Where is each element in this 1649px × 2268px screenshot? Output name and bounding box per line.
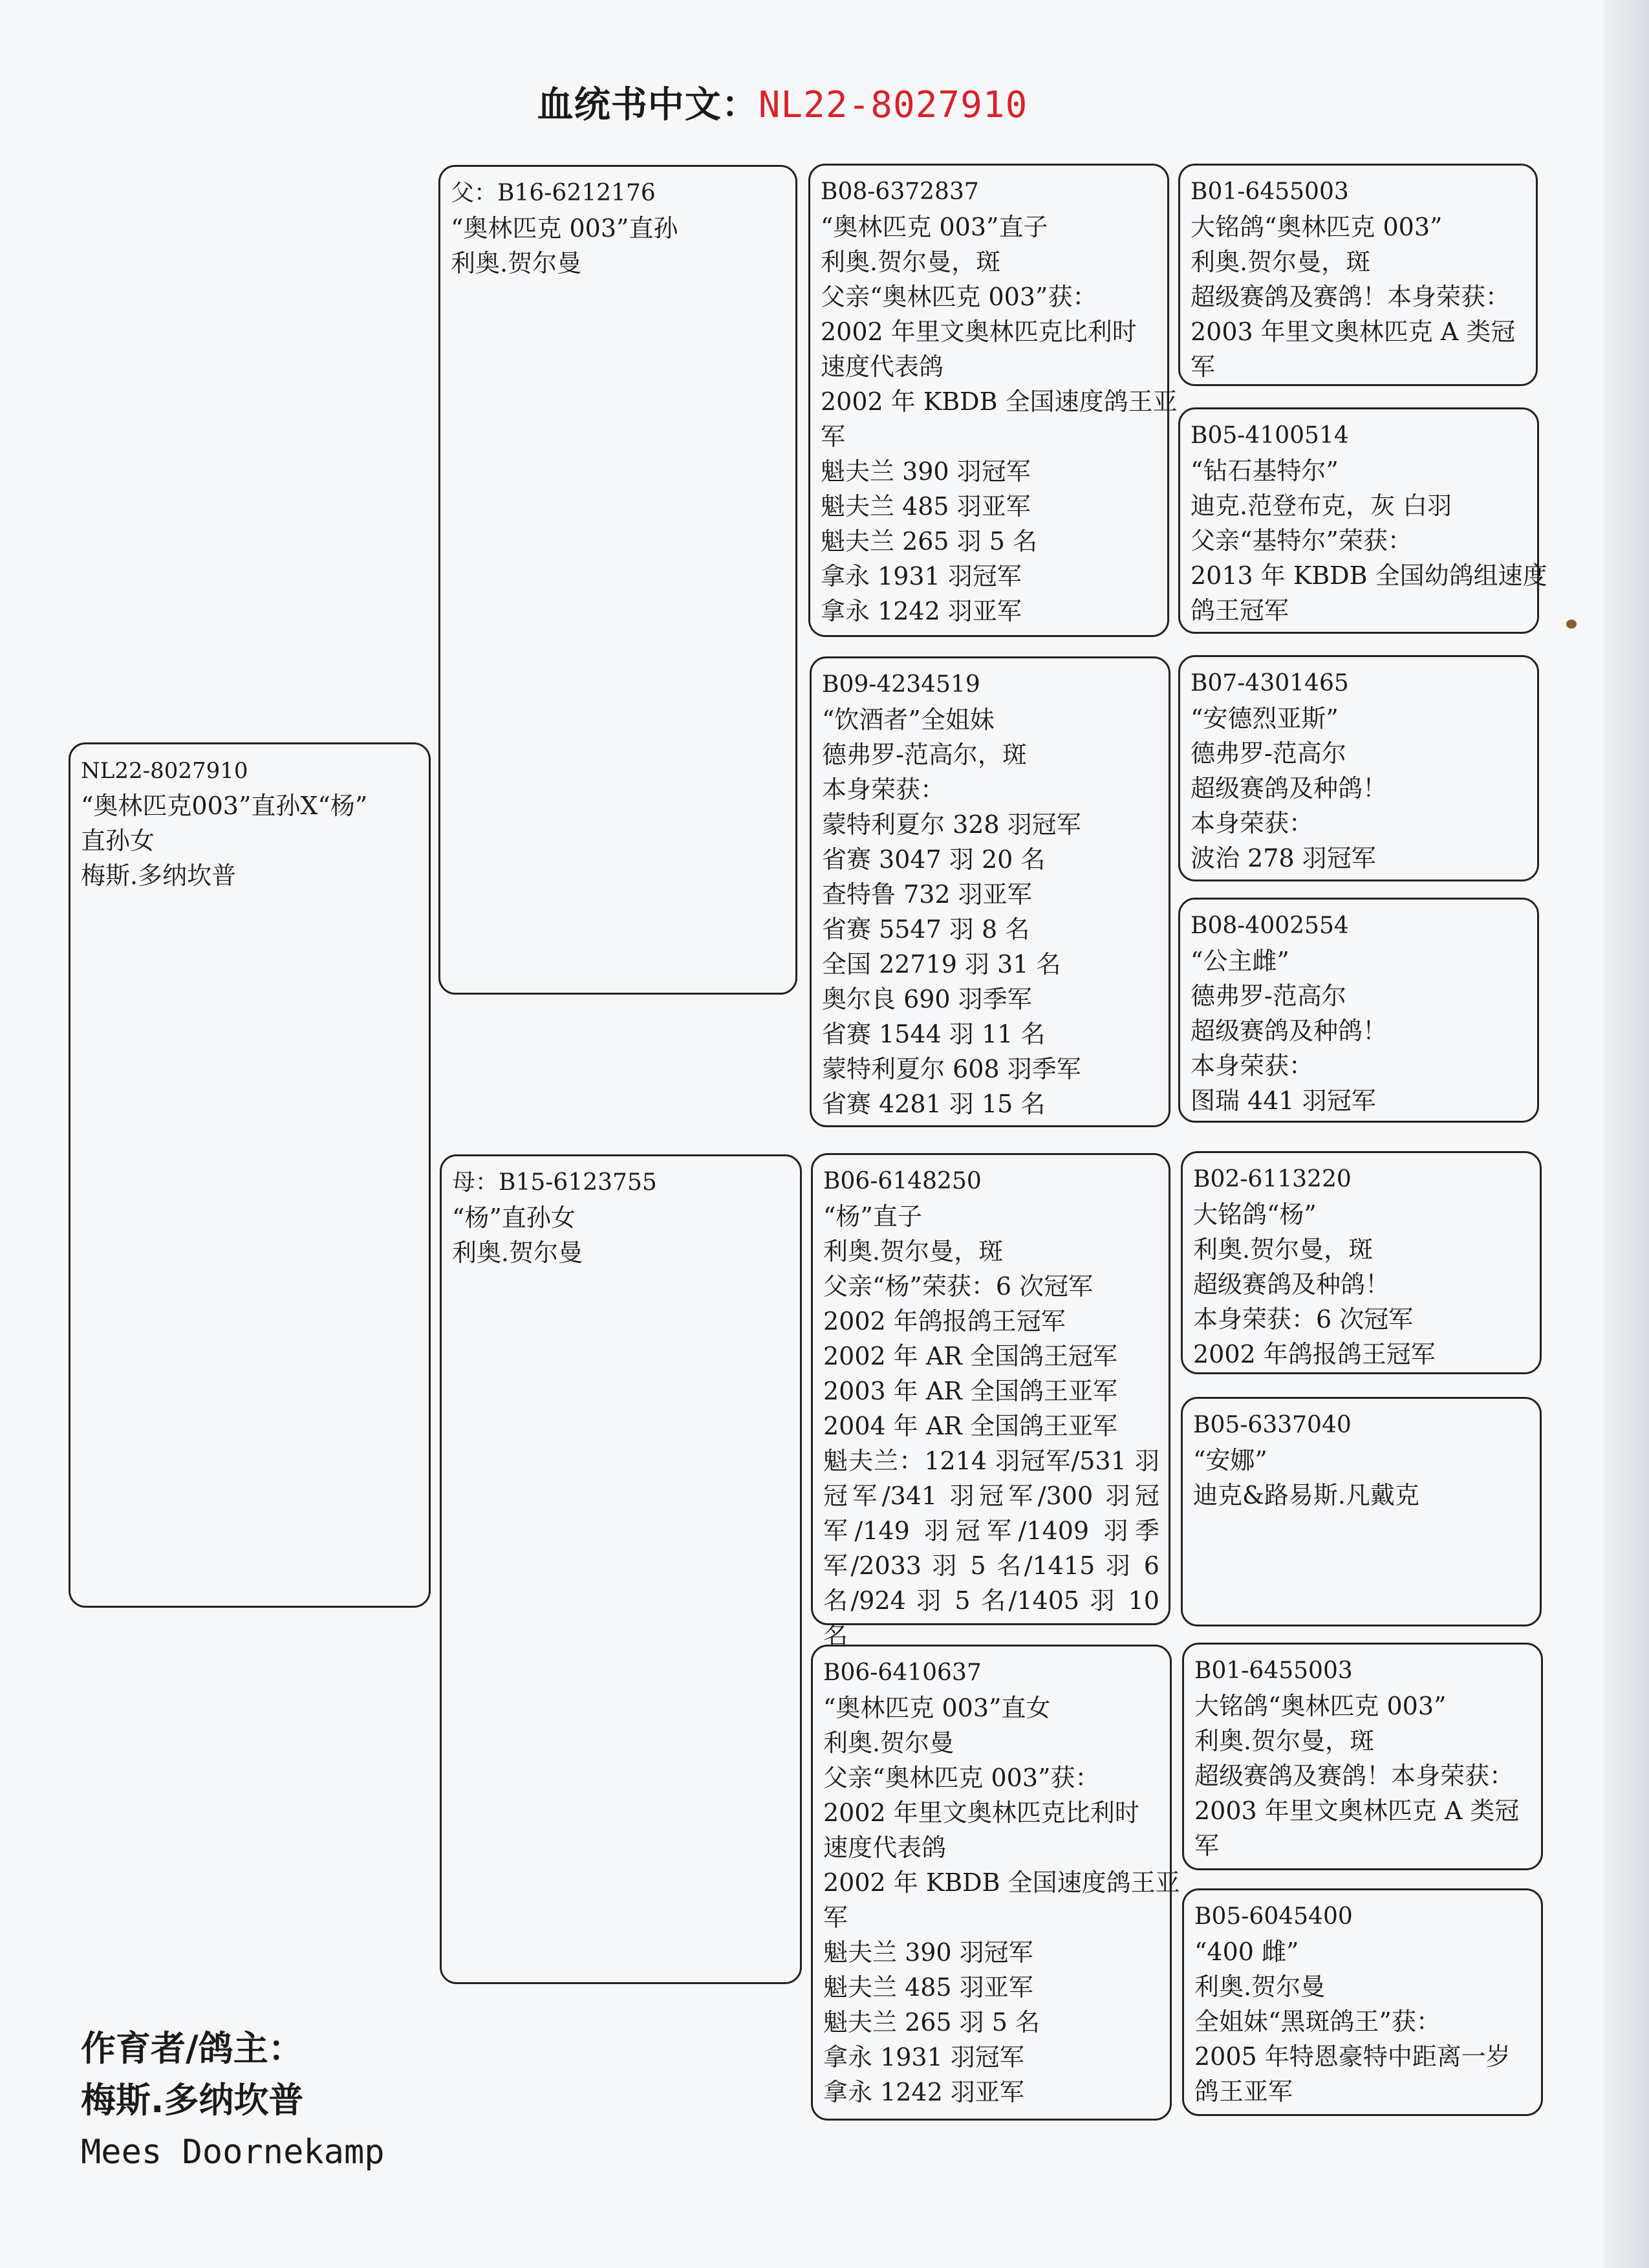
gg8-line: 全姐妹“黑斑鸽王”获： [1194,2007,1441,2036]
gg7-line: 大铭鸽“奥林匹克 003” [1194,1692,1447,1720]
gg6-ring: B05-6337040 [1193,1412,1352,1438]
gg3-line: 波治 278 羽冠军 [1191,844,1376,872]
gg8-line: “400 雌” [1194,1938,1299,1966]
gg7-line: 超级赛鸽及赛鸽！本身荣获： [1194,1762,1514,1790]
gg2-line: 迪克.范登布克，灰 白羽 [1191,491,1452,520]
gg6-line: “安娜” [1193,1446,1267,1474]
gg7-line: 2003 年里文奥林匹克 A 类冠 [1194,1797,1520,1825]
dam-dam-line: 拿永 1931 羽冠军 [823,2043,1024,2071]
gg7-ring: B01-6455003 [1194,1658,1353,1684]
dam-sire-line: 2002 年鸽报鸽王冠军 [823,1307,1066,1335]
dam-sire-line: 2002 年 AR 全国鸽王冠军 [823,1342,1117,1370]
dam-dam-line: 速度代表鸽 [823,1833,947,1862]
subject-line: 梅斯.多纳坎普 [81,861,237,890]
subject-line: “奥林匹克003”直孙X“杨” [81,792,368,820]
sire-line: “奥林匹克 003”直孙 [451,214,678,243]
dam-sire-line: 2003 年 AR 全国鸽王亚军 [823,1377,1117,1405]
sire-sire-line: “奥林匹克 003”直子 [821,213,1048,241]
gg7-line: 利奥.贺尔曼，斑 [1194,1727,1375,1755]
dam-dam-line: 魁夫兰 390 羽冠军 [823,1938,1033,1967]
sire-dam-line: 省赛 3047 羽 20 名 [822,845,1046,874]
dam-dam-line: 2002 年 KBDB 全国速度鸽王亚 [823,1868,1180,1897]
great-grandparent-box-8 [1182,1888,1543,2116]
breeder-label: 作育者/鸽主： [81,2028,303,2069]
sire-dam-line: 省赛 1544 羽 11 名 [822,1020,1046,1048]
dam-dam-line: 父亲“奥林匹克 003”获： [823,1764,1100,1792]
dam-dam-box [811,1645,1180,2121]
sire-sire-ring: B08-6372837 [821,178,979,205]
subject-box [69,742,431,1608]
subject-line: 直孙女 [81,826,155,855]
gg5-line: 2002 年鸽报鸽王冠军 [1193,1340,1436,1368]
dam-ring: 母：B15-6123755 [452,1169,657,1196]
dam-dam-line: 拿永 1242 羽亚军 [823,2078,1024,2106]
great-grandparent-box-2 [1178,407,1547,634]
sire-dam-line: 奥尔良 690 羽季军 [822,985,1032,1013]
great-grandparent-box-7 [1182,1643,1543,1870]
dam-dam-line: 魁夫兰 265 羽 5 名 [823,2008,1040,2036]
dam-sire-box [811,1153,1170,1650]
dam-line: “杨”直孙女 [452,1204,576,1232]
dam-dam-ring: B06-6410637 [823,1659,982,1686]
dam-sire-line: 利奥.贺尔曼，斑 [823,1237,1004,1266]
sire-dam-ring: B09-4234519 [822,671,980,698]
dam-dam-line: 魁夫兰 485 羽亚军 [823,1973,1033,2002]
sire-dam-line: 蒙特利夏尔 608 羽季军 [822,1055,1081,1083]
gg2-line: “钻石基特尔” [1191,457,1339,485]
gg4-line: 德弗罗-范高尔 [1191,982,1346,1010]
dam-sire-line: 2004 年 AR 全国鸽王亚军 [823,1412,1117,1440]
dam-line: 利奥.贺尔曼 [452,1238,583,1267]
gg5-line: 大铭鸽“杨” [1193,1200,1317,1229]
gg1-line: 2003 年里文奥林匹克 A 类冠 [1191,318,1516,346]
gg8-line: 鸽王亚军 [1194,2077,1293,2106]
dam-sire-line: 父亲“杨”荣获：6 次冠军 [823,1272,1094,1301]
gg1-line: 大铭鸽“奥林匹克 003” [1191,213,1443,241]
gg2-line: 2013 年 KBDB 全国幼鸽组速度 [1191,561,1547,590]
great-grandparent-box-1 [1178,164,1538,386]
sire-dam-box [810,656,1170,1127]
gg1-ring: B01-6455003 [1191,178,1349,205]
gg8-line: 利奥.贺尔曼 [1194,1972,1326,2001]
gg8-line: 2005 年特恩豪特中距离一岁 [1194,2042,1511,2071]
dam-dam-line: 军 [823,1903,848,1932]
gg4-line: 本身荣获： [1191,1052,1314,1080]
sire-sire-line: 2002 年 KBDB 全国速度鸽王亚 [821,387,1178,416]
sire-sire-line: 魁夫兰 485 羽亚军 [821,492,1031,521]
dam-sire-line: “杨”直子 [823,1202,922,1231]
page-edge-shadow [1604,0,1649,2268]
gg7-line: 军 [1194,1831,1220,1860]
sire-line: 利奥.贺尔曼 [451,249,582,277]
sire-dam-line: “饮酒者”全姐妹 [822,706,995,734]
gg4-line: 图瑞 441 羽冠军 [1191,1086,1376,1115]
sire-sire-line: 利奥.贺尔曼，斑 [821,248,1001,276]
sire-sire-box [808,164,1178,637]
gg2-line: 鸽王冠军 [1191,596,1289,625]
gg1-line: 利奥.贺尔曼，斑 [1191,248,1371,276]
gg3-line: “安德烈亚斯” [1191,704,1339,733]
dam-dam-line: “奥林匹克 003”直女 [823,1694,1051,1722]
gg4-line: 超级赛鸽及种鸽！ [1191,1017,1388,1045]
sire-dam-line: 蒙特利夏尔 328 羽冠军 [822,810,1081,839]
sire-sire-line: 2002 年里文奥林匹克比利时 [821,318,1137,346]
sire-sire-line: 父亲“奥林匹克 003”获： [821,283,1097,311]
sire-ring: 父：B16-6212176 [451,180,656,206]
dam-sire-ring: B06-6148250 [823,1168,982,1194]
page-title [0,76,1565,128]
gg2-ring: B05-4100514 [1191,422,1349,449]
gg5-line: 利奥.贺尔曼，斑 [1193,1235,1374,1264]
gg6-line: 迪克&路易斯.凡戴克 [1193,1481,1419,1509]
sire-sire-line: 魁夫兰 265 羽 5 名 [821,527,1038,556]
great-grandparent-box-6 [1181,1397,1542,1626]
dam-dam-line: 2002 年里文奥林匹克比利时 [823,1798,1139,1827]
great-grandparent-box-5 [1181,1151,1542,1374]
dam-sire-race-paragraph: 魁夫兰：1214 羽冠军/531 羽冠军/341 羽冠军/300 羽冠军/149 羽冠军/1409 羽季军/2033 羽 5 名/1415 羽 6 名/924 羽 5 名/1405 羽 10 名 [823,1447,1159,1650]
sire-dam-line: 德弗罗-范高尔，斑 [822,740,1027,769]
sire-box [438,165,797,995]
gg5-ring: B02-6113220 [1193,1166,1352,1193]
dam-box [440,1154,802,1984]
breeder-name-cn: 梅斯.多纳坎普 [81,2080,304,2121]
dam-dam-line: 利奥.贺尔曼 [823,1729,954,1757]
gg3-line: 本身荣获： [1191,809,1314,837]
gg1-line: 军 [1191,352,1216,381]
gg3-ring: B07-4301465 [1191,670,1349,697]
sire-dam-line: 省赛 4281 羽 15 名 [822,1090,1046,1118]
gg5-line: 本身荣获：6 次冠军 [1193,1305,1414,1334]
sire-dam-line: 本身荣获： [822,775,945,804]
breeder-name-en: Mees Doornekamp [81,2133,385,2172]
sire-dam-line: 查特鲁 732 羽亚军 [822,880,1032,909]
gg8-ring: B05-6045400 [1194,1903,1353,1930]
gg2-line: 父亲“基特尔”荣获： [1191,526,1412,555]
great-grandparent-box-3 [1178,655,1539,881]
sire-dam-line: 全国 22719 羽 31 名 [822,950,1061,978]
paper-blemish [1566,620,1577,629]
gg1-line: 超级赛鸽及赛鸽！本身荣获： [1191,283,1511,311]
title-prefix: 血统书中文： [537,84,759,126]
sire-sire-line: 军 [821,422,846,451]
gg3-line: 德弗罗-范高尔 [1191,739,1346,768]
gg4-line: “公主雌” [1191,947,1289,975]
breeder-block [81,2023,385,2178]
sire-sire-line: 拿永 1931 羽冠军 [821,562,1022,590]
sire-sire-line: 拿永 1242 羽亚军 [821,597,1022,625]
sire-sire-line: 魁夫兰 390 羽冠军 [821,457,1031,486]
sire-dam-line: 省赛 5547 羽 8 名 [822,915,1030,944]
sire-sire-line: 速度代表鸽 [821,352,944,381]
great-grandparent-box-4 [1178,898,1539,1123]
subject-ring: NL22-8027910 [81,758,248,784]
title-ring-number: NL22-8027910 [758,84,1028,126]
gg3-line: 超级赛鸽及种鸽！ [1191,774,1388,803]
gg5-line: 超级赛鸽及种鸽！ [1193,1270,1390,1299]
gg4-ring: B08-4002554 [1191,913,1349,939]
